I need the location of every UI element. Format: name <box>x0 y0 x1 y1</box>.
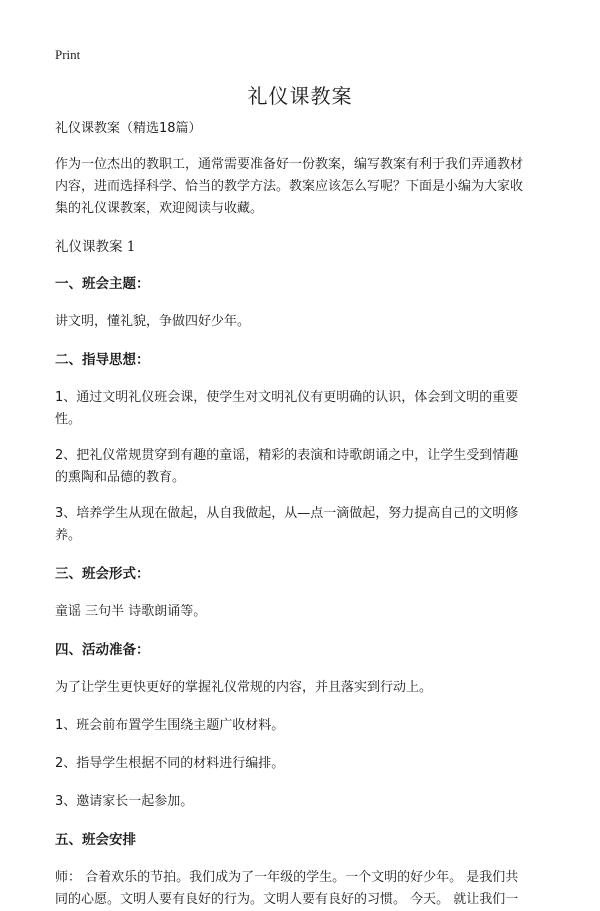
arrange-line: 同的心愿。文明人要有良好的行为。文明人要有良好的习惯。 今天。 就让我们一 <box>55 892 519 907</box>
document-subtitle: 礼仪课教案（精选18篇） <box>55 121 202 136</box>
guide-line: 2、把礼仪常规贯穿到有趣的童谣，精彩的表演和诗歌朗诵之中，让学生受到情趣 <box>55 448 519 463</box>
document-title: 礼仪课教案 <box>247 84 353 108</box>
arrange-paragraph <box>55 867 547 911</box>
guide-item <box>55 503 547 547</box>
prep-intro: 为了让学生更快更好的掌握礼仪常规的内容，并且落实到行动上。 <box>55 680 433 695</box>
guide-line: 3、培养学生从现在做起，从自我做起，从—点一滴做起，努力提高自己的文明修 <box>55 506 519 521</box>
guide-line: 养。 <box>55 528 82 543</box>
document-body <box>55 118 547 911</box>
arrange-line: 师： 合着欢乐的节拍。我们成为了一年级的学生。一个文明的好少年。 是我们共 <box>55 870 519 885</box>
guide-item <box>55 445 547 489</box>
print-link[interactable]: Print <box>55 47 81 62</box>
intro-line: 内容，进而选择科学、恰当的教学方法。教案应该怎么写呢？下面是小编为大家收 <box>55 179 524 194</box>
theme-text: 讲文明，懂礼貌，争做四好少年。 <box>55 314 251 329</box>
prep-item: 2、指导学生根据不同的材料进行编排。 <box>55 756 285 771</box>
heading-form: 三、班会形式： <box>55 566 150 582</box>
heading-arrange: 五、班会安排 <box>55 832 136 848</box>
prep-item: 3、邀请家长一起参加。 <box>55 794 194 809</box>
heading-prep: 四、活动准备： <box>55 642 150 658</box>
intro-line: 作为一位杰出的教职工，通常需要准备好一份教案，编写教案有利于我们弄通教材 <box>55 157 524 172</box>
intro-paragraph <box>55 154 547 220</box>
guide-item <box>55 387 547 431</box>
section-title: 礼仪课教案 1 <box>55 239 136 255</box>
guide-line: 1、通过文明礼仪班会课，使学生对文明礼仪有更明确的认识，体会到文明的重要 <box>55 390 519 405</box>
guide-line: 的熏陶和品德的教育。 <box>55 470 186 485</box>
intro-line: 集的礼仪课教案，欢迎阅读与收藏。 <box>55 201 264 216</box>
heading-guide: 二、指导思想： <box>55 352 150 368</box>
prep-item: 1、班会前布置学生围绕主题广收材料。 <box>55 718 285 733</box>
guide-line: 性。 <box>55 412 82 427</box>
form-text: 童谣 三句半 诗歌朗诵等。 <box>55 604 207 619</box>
heading-theme: 一、班会主题： <box>55 276 150 292</box>
